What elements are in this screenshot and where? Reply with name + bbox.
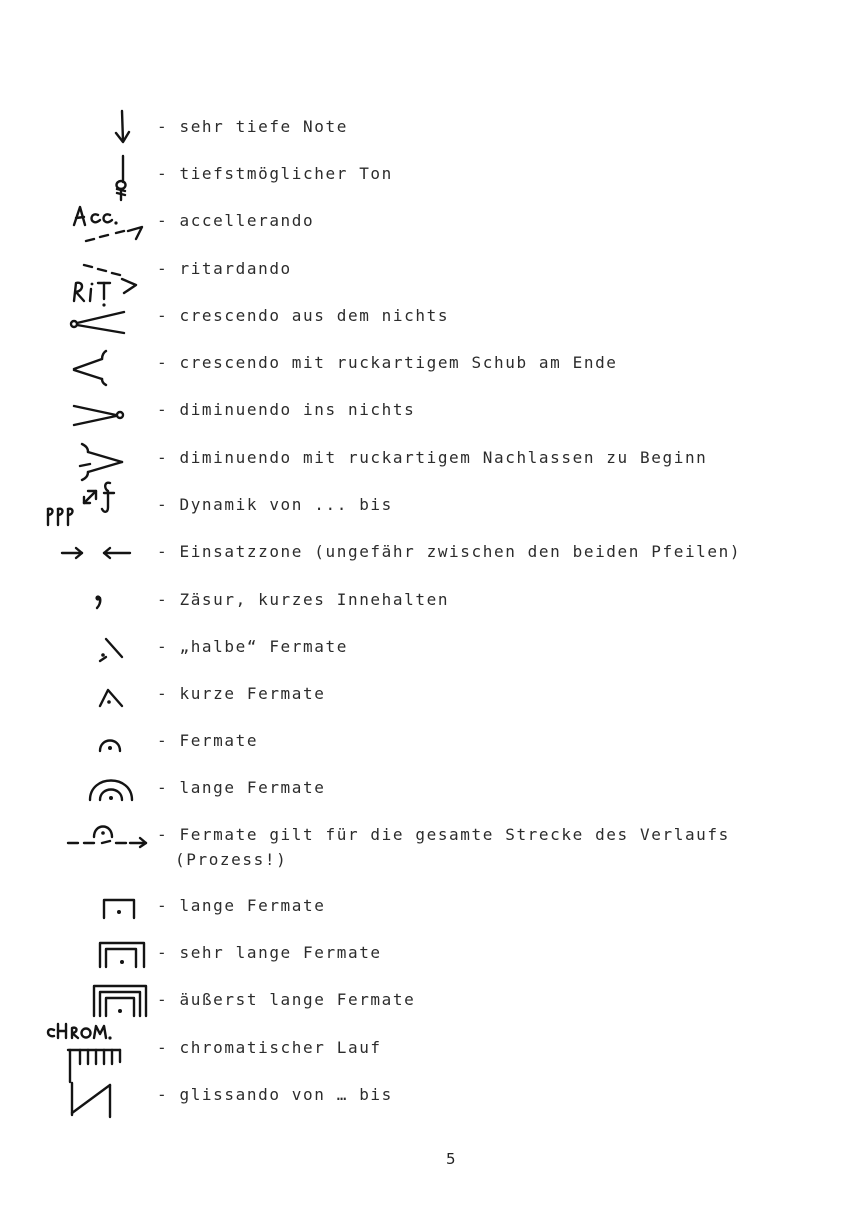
legend-row — [0, 988, 867, 1028]
double-square-fermata-icon — [96, 937, 152, 971]
legend-description: - äußerst lange Fermate — [157, 990, 416, 1009]
legend-description: - accellerando — [157, 211, 315, 230]
legend-description: - sehr tiefe Note — [157, 117, 348, 136]
legend-description: - Fermate gilt für die gesamte Strecke des Verlaufs — [157, 825, 730, 844]
legend-row — [0, 823, 867, 883]
legend-row — [0, 1083, 867, 1123]
process-fermata-icon — [66, 819, 156, 853]
page-number: 5 — [446, 1150, 456, 1168]
half-fermata-icon — [96, 635, 126, 665]
legend-description: - sehr lange Fermate — [157, 943, 382, 962]
legend-row — [0, 635, 867, 675]
diminuendo-jerk-icon — [78, 442, 128, 482]
legend-description: - Dynamik von ... bis — [157, 495, 393, 514]
legend-description-continued: (Prozess!) — [175, 850, 288, 869]
legend-description: - lange Fermate — [157, 778, 326, 797]
crescendo-jerk-icon — [72, 349, 122, 387]
diminuendo-to-nothing-icon — [72, 400, 132, 430]
legend-row — [0, 162, 867, 202]
legend-description: - Zäsur, kurzes Innehalten — [157, 590, 450, 609]
legend-row — [0, 776, 867, 816]
legend-description: - tiefstmöglicher Ton — [157, 164, 393, 183]
legend-row — [0, 304, 867, 344]
long-fermata-icon — [88, 770, 138, 806]
legend-description: - chromatischer Lauf — [157, 1038, 382, 1057]
legend-row — [0, 115, 867, 155]
legend-description: - Fermate — [157, 731, 259, 750]
legend-row — [0, 493, 867, 533]
legend-row — [0, 209, 867, 249]
square-fermata-icon — [100, 892, 140, 922]
entry-zone-arrows-icon — [60, 540, 134, 566]
legend-description: - crescendo aus dem nichts — [157, 306, 450, 325]
legend-description: - lange Fermate — [157, 896, 326, 915]
legend-row — [0, 588, 867, 628]
legend-row — [0, 540, 867, 580]
legend-description: - ritardando — [157, 259, 292, 278]
legend-description: - diminuendo mit ruckartigem Nachlassen zu Beginn — [157, 448, 708, 467]
legend-row — [0, 351, 867, 391]
lowest-note-icon — [108, 154, 138, 202]
legend-row — [0, 682, 867, 722]
caesura-icon — [90, 588, 110, 614]
legend-row — [0, 257, 867, 297]
legend-description: - diminuendo ins nichts — [157, 400, 416, 419]
legend-row — [0, 729, 867, 769]
legend-description: - „halbe“ Fermate — [157, 637, 348, 656]
legend-description: - crescendo mit ruckartigem Schub am Ende — [157, 353, 618, 372]
accelerando-icon — [70, 203, 150, 253]
legend-description: - Einsatzzone (ungefähr zwischen den beiden Pfeilen) — [157, 542, 742, 561]
legend-row — [0, 941, 867, 981]
legend-row — [0, 894, 867, 934]
legend-description: - kurze Fermate — [157, 684, 326, 703]
glissando-icon — [68, 1077, 118, 1119]
chromatic-run-icon — [44, 1020, 128, 1084]
legend-row — [0, 398, 867, 438]
short-fermata-icon — [96, 684, 126, 712]
legend-description: - glissando von … bis — [157, 1085, 393, 1104]
crescendo-from-nothing-icon — [66, 306, 130, 336]
legend-row — [0, 1036, 867, 1076]
dynamics-range-icon — [44, 479, 134, 527]
fermata-icon — [96, 729, 126, 757]
triple-square-fermata-icon — [90, 980, 154, 1020]
down-arrow-icon — [108, 109, 138, 149]
